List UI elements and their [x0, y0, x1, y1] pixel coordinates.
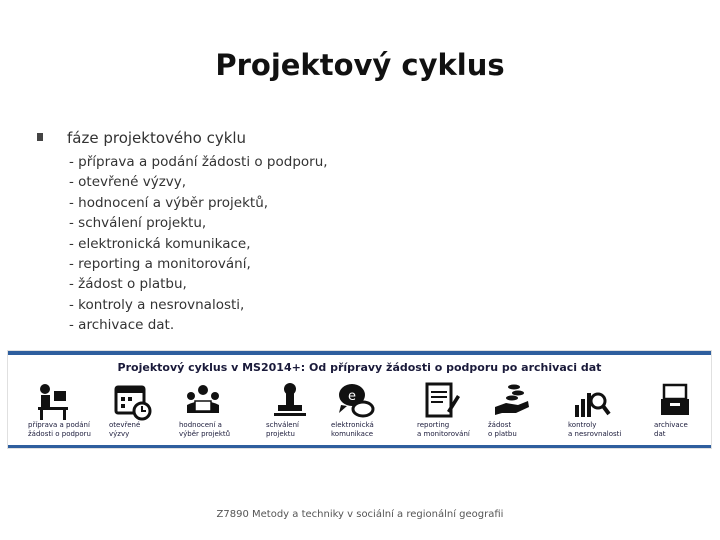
cycle-step [417, 381, 497, 447]
banner-top-bar [8, 351, 711, 355]
project-cycle-banner [7, 350, 712, 449]
phase-item: - žádost o platbu, [69, 274, 328, 294]
step-label: kontroly a nesrovnalosti [568, 421, 622, 438]
archive-box-icon [658, 381, 698, 421]
banner-title: Projektový cyklus v MS2014+: Od přípravy žádosti o podporu po archivaci dat [117, 361, 602, 374]
cycle-step [331, 381, 411, 447]
banner-bottom-bar [8, 445, 711, 448]
step-label: příprava a podání žádosti o podporu [28, 421, 91, 438]
phase-item: - příprava a podání žádosti o podporu, [69, 152, 328, 172]
step-label: otevřené výzvy [109, 421, 141, 438]
step-label: archivace dat [654, 421, 688, 438]
cycle-step [179, 381, 259, 447]
step-label: hodnocení a výběr projektů [179, 421, 231, 438]
calendar-clock-icon [113, 381, 153, 421]
cycle-step [654, 381, 720, 447]
phase-item: - elektronická komunikace, [69, 234, 328, 254]
svg-text:e: e [348, 389, 356, 404]
phase-item: - kontroly a nesrovnalosti, [69, 295, 328, 315]
slide-title: Projektový cyklus [215, 48, 505, 82]
phase-item: - archivace dat. [69, 315, 328, 335]
person-at-desk-icon [32, 381, 72, 421]
cycle-step [28, 381, 108, 447]
phase-item: - reporting a monitorování, [69, 254, 328, 274]
step-label: schválení projektu [266, 421, 299, 438]
cycle-step [488, 381, 568, 447]
evaluators-icon [183, 381, 223, 421]
bullet-text: fáze projektového cyklu [67, 129, 247, 147]
document-pen-icon [421, 381, 461, 421]
phase-list [69, 152, 328, 336]
stamp-icon [270, 381, 310, 421]
cycle-step [568, 381, 648, 447]
hand-coins-icon [492, 381, 532, 421]
phase-item: - hodnocení a výběr projektů, [69, 193, 328, 213]
speech-bubbles-e-icon [335, 381, 375, 421]
phase-item: - otevřené výzvy, [69, 172, 328, 192]
slide-footer: Z7890 Metody a techniky v sociální a regionální geografii [216, 509, 504, 520]
step-label: reporting a monitorování [417, 421, 470, 438]
step-label: elektronická komunikace [331, 421, 374, 438]
square-bullet-icon [37, 133, 43, 141]
chart-magnifier-icon [572, 381, 612, 421]
phase-item: - schválení projektu, [69, 213, 328, 233]
step-label: žádost o platbu [488, 421, 517, 438]
cycle-step [109, 381, 189, 447]
